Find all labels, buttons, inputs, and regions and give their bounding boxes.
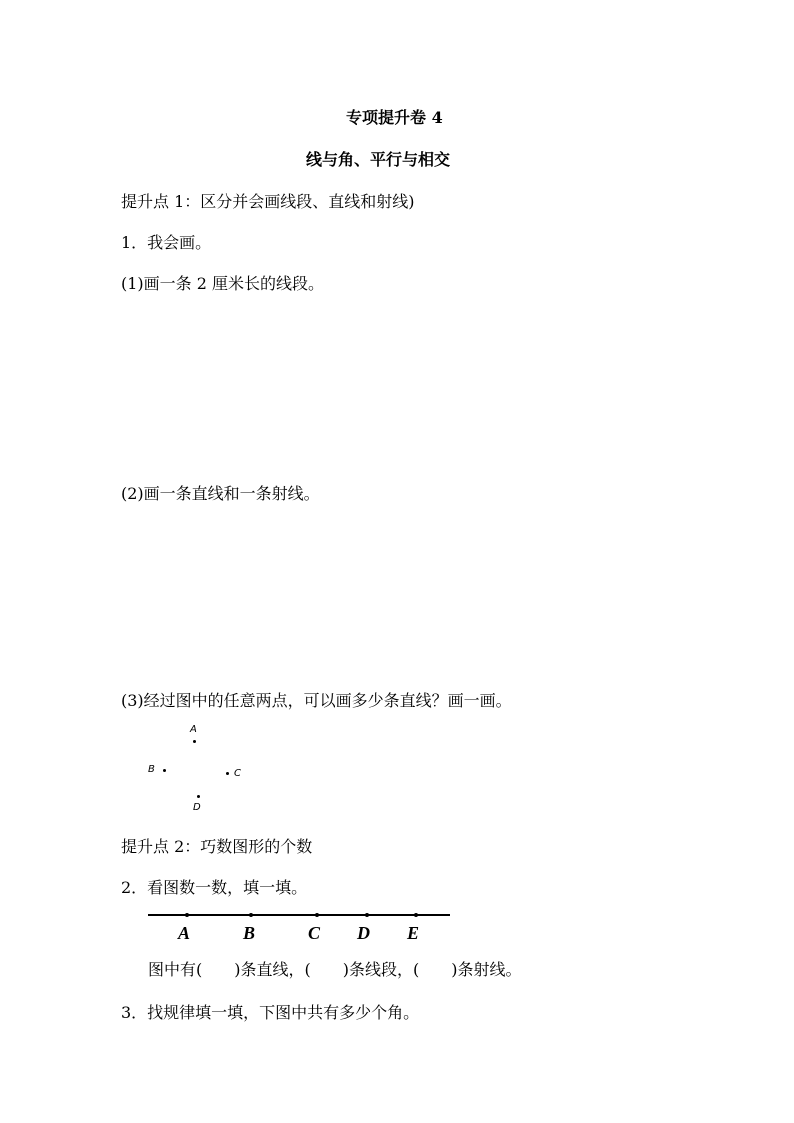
line-point-d-dot xyxy=(365,913,369,917)
line-point-d-label: D xyxy=(357,923,370,943)
question-2-fill: 图中有( )条直线，( )条线段，( )条射线。 xyxy=(148,960,522,979)
question-1-part-2: (2)画一条直线和一条射线。 xyxy=(121,484,320,503)
line-point-e-dot xyxy=(414,913,418,917)
question-1-part-3: (3)经过图中的任意两点，可以画多少条直线？画一画。 xyxy=(121,691,512,710)
point-c-dot xyxy=(226,772,229,775)
point-b-label: B xyxy=(148,764,155,775)
line-point-b-label: B xyxy=(243,923,256,943)
page-title: 专项提升卷 4 xyxy=(346,108,443,127)
line-point-a-dot xyxy=(185,913,189,917)
horizontal-line xyxy=(148,914,450,916)
point-c-label: C xyxy=(234,768,241,779)
question-3: 3．找规律填一填，下图中共有多少个角。 xyxy=(121,1003,420,1022)
question-1-part-1: (1)画一条 2 厘米长的线段。 xyxy=(121,274,325,293)
question-1: 1．我会画。 xyxy=(121,233,212,252)
point-b-dot xyxy=(163,769,166,772)
point-a-dot xyxy=(193,740,196,743)
line-point-b-dot xyxy=(249,913,253,917)
point-d-dot xyxy=(197,795,200,798)
section1-heading: 提升点 1：区分并会画线段、直线和射线) xyxy=(121,192,415,211)
line-point-a-label: A xyxy=(178,923,191,943)
line-point-c-label: C xyxy=(308,923,321,943)
question-2: 2．看图数一数，填一填。 xyxy=(121,878,308,897)
line-point-c-dot xyxy=(315,913,319,917)
point-a-label: A xyxy=(190,724,197,735)
point-d-label: D xyxy=(193,802,201,813)
page-subtitle: 线与角、平行与相交 xyxy=(306,150,451,169)
section2-heading: 提升点 2：巧数图形的个数 xyxy=(121,837,313,856)
line-point-e-label: E xyxy=(407,923,420,943)
